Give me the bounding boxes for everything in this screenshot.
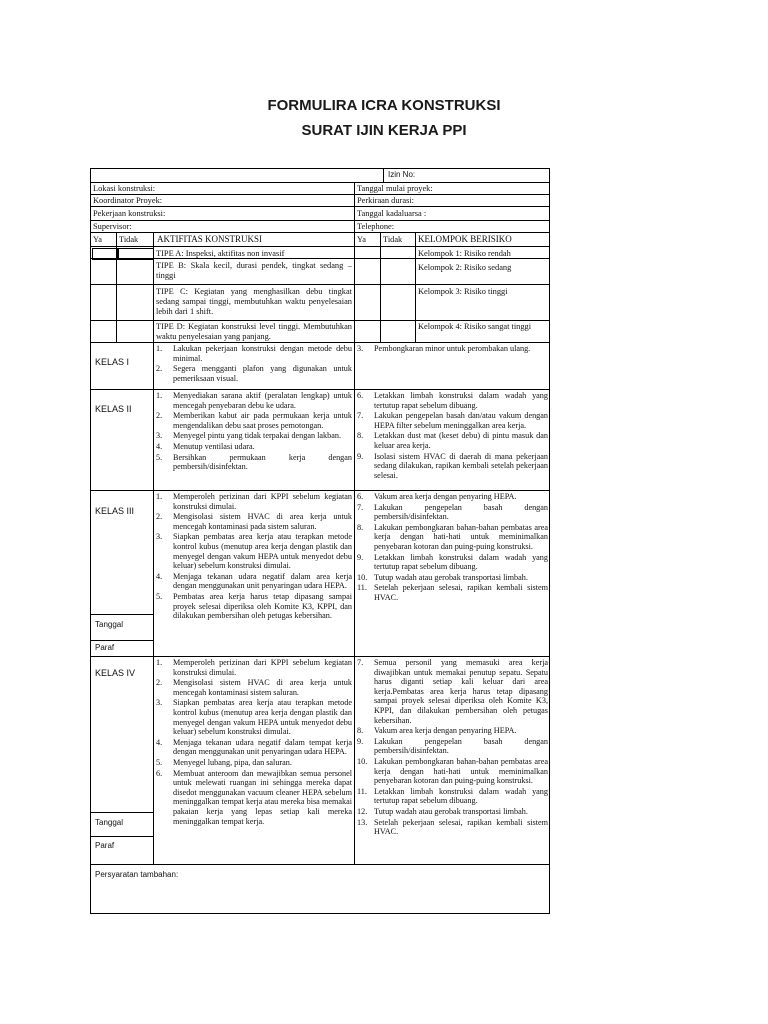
list-item: [357, 737, 548, 756]
item-text: Siapkan pembatas area kerja atau terapkan metode kontrol kubus (menutup area kerja dengan plastik dan menyegel dengan vakum HEPA untuk menyedot debu keluar) sebelum konstruksi dimulai.: [173, 532, 352, 571]
divider: [90, 320, 550, 321]
list-item: [156, 453, 352, 472]
item-text: Lakukan pengepelan basah dengan pembersih/disinfektan.: [374, 736, 548, 756]
item-number: 7.: [357, 502, 364, 512]
kelompok-1-text: Kelompok 1: Risiko rendah: [418, 249, 511, 258]
divider: [380, 232, 381, 342]
ya-header: Ya: [93, 235, 102, 244]
tipe-b-text: TIPE B: Skala kecil, durasi pendek, tingkat sedang – tinggi: [156, 261, 352, 280]
list-item: [357, 503, 548, 522]
list-item: [156, 678, 352, 697]
kelompok-header: KELOMPOK BERISIKO: [418, 234, 512, 244]
list-item: [156, 592, 352, 621]
divider: [90, 812, 154, 813]
list-item: [156, 442, 352, 452]
divider: [415, 232, 416, 342]
kelas-2-label: KELAS II: [95, 404, 132, 414]
list-item: [156, 492, 352, 511]
list-item: [156, 431, 352, 441]
tipe-d-text: TIPE D: Kegiatan konstruksi level tinggi. Membutuhkan waktu penyelesaian yang panjang.: [156, 322, 352, 341]
kelas-3-paraf-label: Paraf: [95, 643, 115, 652]
item-text: Memperoleh perizinan dari KPPI sebelum kegiatan konstruksi dimulai.: [173, 492, 352, 511]
persyaratan-tambahan-field[interactable]: Persyaratan tambahan:: [95, 870, 179, 879]
divider: [90, 194, 550, 195]
list-item: [357, 583, 548, 602]
list-item: [357, 492, 548, 502]
item-text: Lakukan pembongkaran bahan-bahan pembatas area kerja dengan hati-hati untuk meminimalkan penyebaran kotoran dan puing-puing konstruksi.: [374, 522, 548, 551]
item-text: Letakkan limbah konstruksi dalam wadah yang tertutup rapat sebelum dibuang.: [374, 552, 548, 572]
list-item: [156, 758, 352, 768]
item-text: Memperoleh perizinan dari KPPI sebelum kegiatan konstruksi dimulai.: [173, 658, 352, 677]
ya-header: Ya: [357, 235, 366, 244]
list-item: [357, 553, 548, 572]
divider: [383, 168, 384, 182]
item-number: 1.: [156, 344, 163, 353]
form-title: FORMULIRA ICRA KONSTRUKSI: [267, 97, 501, 114]
kelompok-3-text: Kelompok 3: Risiko tinggi: [418, 287, 508, 296]
list-item: [156, 411, 352, 430]
item-number: 6.: [156, 768, 163, 778]
kelas-3-right-list: [357, 492, 548, 604]
list-item: [357, 411, 548, 430]
list-item: [357, 391, 548, 410]
aktifitas-header: AKTIFITAS KONSTRUKSI: [157, 234, 263, 244]
kelas-4-label: KELAS IV: [95, 668, 136, 678]
item-text: Tutup wadah atau gerobak transportasi limbah.: [374, 806, 528, 816]
list-item: [357, 658, 548, 725]
divider: [90, 490, 550, 491]
kelompok-2-text: Kelompok 2: Risiko sedang: [418, 263, 512, 272]
list-item: [156, 738, 352, 757]
item-number: 3.: [156, 532, 163, 542]
item-number: 7.: [357, 658, 364, 667]
item-text: Vakum area kerja dengan penyaring HEPA.: [374, 492, 517, 501]
item-text: Lakukan pekerjaan konstruksi dengan metode debu minimal.: [173, 344, 352, 363]
kelas-1-left-list: [156, 344, 352, 384]
divider: [90, 182, 550, 183]
divider: [90, 656, 550, 657]
item-number: 8.: [357, 522, 364, 532]
kelas-3-left-list: [156, 492, 352, 622]
item-text: Pembongkaran minor untuk perombakan ulang.: [374, 344, 531, 353]
item-number: 4.: [156, 737, 163, 747]
item-text: Menyegel pintu yang tidak terpakai dengan lakban.: [173, 431, 342, 441]
divider: [90, 640, 154, 641]
list-item: [357, 807, 548, 817]
item-text: Memberikan kabut air pada permukaan kerja untuk mengendalikan debu saat proses pemotongan.: [173, 411, 352, 430]
divider: [90, 836, 154, 837]
item-number: 2.: [156, 411, 163, 421]
supervisor-field[interactable]: Supervisor:: [93, 222, 132, 231]
list-item: [357, 818, 548, 837]
list-item: [357, 787, 548, 806]
item-text: Menjaga tekanan udara negatif dalam area kerja dengan menggunakan unit penyaringan udara HEPA.: [173, 571, 352, 591]
item-number: 5.: [156, 757, 163, 767]
kelas-2-right-list: [357, 391, 548, 481]
item-text: Letakkan limbah konstruksi dalam wadah yang tertutup rapat sebelum dibuang.: [374, 786, 548, 806]
lokasi-field[interactable]: Lokasi konstruksi:: [93, 184, 156, 193]
divider: [90, 614, 154, 615]
koordinator-field[interactable]: Koordinator Proyek:: [93, 196, 163, 205]
tidak-header: Tidak: [383, 235, 403, 244]
item-number: 1.: [156, 391, 163, 400]
item-text: Setelah pekerjaan selesai, rapikan kembali sistem HVAC.: [374, 817, 548, 837]
item-number: 8.: [357, 726, 364, 736]
item-number: 7.: [357, 411, 364, 421]
tipe-a-ya-checkbox[interactable]: [92, 248, 118, 260]
kelas-3-tanggal-label: Tanggal: [95, 620, 124, 629]
item-number: 9.: [357, 736, 364, 746]
item-text: Lakukan pembongkaran bahan-bahan pembatas area kerja dengan hati-hati untuk meminimalkan penyebaran kotoran dan puing-puing konstruksi.: [374, 756, 548, 786]
item-number: 9.: [357, 451, 364, 461]
tidak-header: Tidak: [119, 235, 139, 244]
kadaluarsa-field[interactable]: Tanggal kadaluarsa :: [357, 209, 427, 218]
list-item: [156, 364, 352, 383]
item-number: 6.: [357, 391, 364, 400]
item-number: 12.: [357, 806, 368, 816]
item-text: Pembatas area kerja harus tetap dipasang sampai proyek selesai diperiksa oleh Komite K3, KPPI, dan dilakukan pembersihan oleh petugas kebersihan.: [173, 591, 352, 621]
item-text: Menutup ventilasi udara.: [173, 441, 255, 451]
divider: [90, 284, 550, 285]
item-number: 2.: [156, 364, 163, 374]
item-number: 3.: [357, 344, 364, 353]
item-number: 8.: [357, 431, 364, 441]
item-text: Letakkan dust mat (keset debu) di pintu masuk dan keluar area kerja.: [374, 431, 548, 450]
item-text: Semua personil yang memasuki area kerja diwajibkan untuk memakai penutup sepatu. Sepatu harus diganti setiap kali keluar dari area kerja.Pembatas area kerja harus tetap dipasang sampai proyek selesai diperiksa oleh Komite K3, KPPI, dan dilakukan pembersihan oleh petugas kebersihan.: [374, 658, 548, 725]
divider: [90, 864, 550, 865]
list-item: [156, 512, 352, 531]
perkiraan-field[interactable]: Perkiraan durasi:: [357, 196, 414, 205]
list-item: [357, 757, 548, 786]
item-number: 1.: [156, 658, 163, 667]
list-item: [156, 391, 352, 410]
kelompok-4-text: Kelompok 4: Risiko sangat tinggi: [418, 322, 532, 331]
item-number: 3.: [156, 431, 163, 441]
pekerjaan-field[interactable]: Pekerjaan konstruksi:: [93, 209, 166, 218]
divider: [90, 246, 550, 247]
tipe-c-text: TIPE C: Kegiatan yang menghasilkan debu tingkat sedang sampai tinggi, membutuhkan waktu penyelesaian lebih dari 1 shift.: [156, 287, 352, 316]
item-text: Siapkan pembatas area kerja atau terapkan metode kontrol kubus (menutup area kerja dengan plastik dan menyegel dengan vakum HEPA untuk menyedot debu keluar) sebelum konstruksi dimulai.: [173, 698, 352, 737]
item-number: 10.: [357, 756, 368, 766]
list-item: [156, 532, 352, 570]
list-item: [357, 523, 548, 552]
tanggal-mulai-field[interactable]: Tanggal mulai proyek:: [357, 184, 433, 193]
item-text: Menyediakan sarana aktif (peralatan lengkap) untuk mencegah penyebaran debu ke udara.: [173, 391, 352, 410]
kelas-4-right-list: [357, 658, 548, 838]
divider: [354, 342, 355, 864]
list-item: [156, 698, 352, 736]
item-text: Bersihkan permukaan kerja dengan pembersih/disinfektan.: [173, 452, 352, 472]
kelas-3-label: KELAS III: [95, 506, 135, 516]
kelas-4-paraf-label: Paraf: [95, 841, 115, 850]
telephone-field[interactable]: Telephone:: [357, 222, 395, 231]
item-text: Letakkan limbah konstruksi dalam wadah yang tertutup rapat sebelum dibuang.: [374, 391, 548, 410]
item-text: Segera mengganti plafon yang digunakan untuk pemeriksaan visual.: [173, 364, 352, 383]
divider: [153, 342, 154, 864]
kelas-1-label: KELAS I: [95, 357, 130, 367]
tipe-a-text: TIPE A: Inspeksi, aktifitas non invasif: [156, 249, 285, 258]
divider: [90, 342, 550, 343]
item-number: 10.: [357, 572, 368, 582]
item-number: 11.: [357, 786, 367, 796]
tipe-a-tidak-checkbox[interactable]: [118, 248, 154, 260]
list-item: [156, 344, 352, 363]
kelas-4-left-list: [156, 658, 352, 827]
item-number: 11.: [357, 583, 367, 593]
list-item: [357, 573, 548, 583]
form-subtitle: SURAT IJIN KERJA PPI: [301, 122, 467, 139]
item-text: Mengisolasi sistem HVAC di area kerja untuk mencegah kontaminasi pada sistem saluran.: [173, 512, 352, 531]
divider: [90, 232, 550, 233]
kelas-4-tanggal-label: Tanggal: [95, 818, 124, 827]
item-text: Lakukan pengepelan basah dengan pembersih/disinfektan.: [374, 502, 548, 522]
list-item: [357, 726, 548, 736]
kelas-2-left-list: [156, 391, 352, 473]
item-number: 1.: [156, 492, 163, 501]
list-item: [156, 572, 352, 591]
item-number: 4.: [156, 441, 163, 451]
item-text: Membuat anteroom dan mewajibkan semua personel untuk melewati ruangan ini sehingga mereka dapat disedot menggunakan vacuum cleaner HEPA sebelum meninggalkan tempat kerja atau mereka bisa memakai pakaian kerja yang lepas setiap kali mereka meninggalkan tempat kerja.: [173, 768, 352, 826]
list-item: [357, 452, 548, 481]
list-item: [357, 344, 548, 354]
item-number: 4.: [156, 571, 163, 581]
item-text: Tutup wadah atau gerobak transportasi limbah.: [374, 572, 528, 582]
kelas-1-right-list: [357, 344, 548, 355]
item-number: 13.: [357, 817, 368, 827]
divider: [354, 232, 355, 342]
izin-no-label: Izin No:: [388, 170, 416, 179]
item-number: 5.: [156, 591, 163, 601]
divider: [90, 220, 550, 221]
list-item: [156, 658, 352, 677]
item-number: 2.: [156, 678, 163, 688]
item-text: Menjaga tekanan udara negatif dalam tempat kerja dengan menggunakan unit penyaringan udara HEPA.: [173, 737, 352, 757]
item-text: Lakukan pengepelan basah dan/atau vakum dengan HEPA filter sebelum meninggalkan area kerja.: [374, 411, 548, 430]
divider: [90, 389, 550, 390]
item-text: Isolasi sistem HVAC di daerah di mana pekerjaan sedang dilakukan, rapikan kembali setelah pekerjaan selesai.: [374, 451, 548, 480]
item-number: 9.: [357, 552, 364, 562]
item-text: Menyegel lubang, pipa, dan saluran.: [173, 757, 292, 767]
item-text: Vakum area kerja dengan penyaring HEPA.: [374, 726, 517, 736]
list-item: [357, 431, 548, 450]
item-text: Setelah pekerjaan selesai, rapikan kembali sistem HVAC.: [374, 583, 548, 602]
divider: [90, 206, 550, 207]
item-number: 2.: [156, 512, 163, 522]
item-number: 3.: [156, 698, 163, 708]
item-number: 6.: [357, 492, 364, 501]
list-item: [156, 769, 352, 827]
item-text: Mengisolasi sistem HVAC di area kerja untuk mencegah kontaminasi sistem saluran.: [173, 678, 352, 697]
item-number: 5.: [156, 452, 163, 462]
